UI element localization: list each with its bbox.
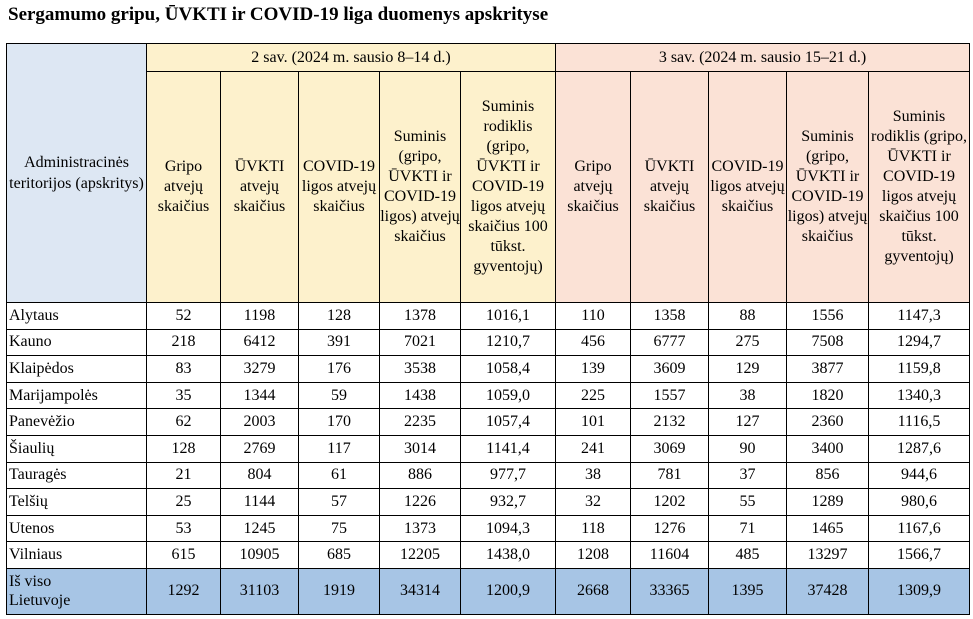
table-cell: 781	[631, 462, 709, 489]
county-name: Šiaulių	[7, 435, 147, 462]
table-cell: 944,6	[869, 462, 970, 489]
table-cell: 6412	[221, 329, 299, 356]
table-row	[7, 356, 970, 383]
table-cell: 170	[299, 409, 380, 436]
table-cell: 10905	[221, 542, 299, 569]
table-cell: 25	[147, 489, 221, 516]
table-cell: 1820	[787, 382, 869, 409]
table-cell: 57	[299, 489, 380, 516]
total-cell: 1919	[299, 568, 380, 614]
table-cell: 3538	[380, 356, 461, 383]
table-row	[7, 489, 970, 516]
county-name: Panevėžio	[7, 409, 147, 436]
table-cell: 1141,4	[461, 435, 556, 462]
table-cell: 128	[299, 303, 380, 330]
table-cell: 83	[147, 356, 221, 383]
table-cell: 1378	[380, 303, 461, 330]
admin-territory-header: Administracinės teritorijos (apskritys)	[7, 44, 147, 303]
county-name: Telšių	[7, 489, 147, 516]
table-cell: 1057,4	[461, 409, 556, 436]
table-row	[7, 303, 970, 330]
table-cell: 225	[556, 382, 631, 409]
col-header-urti: ŪVKTI atvejų skaičius	[631, 72, 709, 303]
table-cell: 117	[299, 435, 380, 462]
table-cell: 38	[709, 382, 787, 409]
table-cell: 128	[147, 435, 221, 462]
table-cell: 1016,1	[461, 303, 556, 330]
table-cell: 218	[147, 329, 221, 356]
table-cell: 1556	[787, 303, 869, 330]
table-cell: 3877	[787, 356, 869, 383]
table-row	[7, 409, 970, 436]
table-cell: 615	[147, 542, 221, 569]
table-cell: 1294,7	[869, 329, 970, 356]
total-cell: 1292	[147, 568, 221, 614]
table-cell: 7508	[787, 329, 869, 356]
county-name: Klaipėdos	[7, 356, 147, 383]
table-cell: 456	[556, 329, 631, 356]
table-cell: 886	[380, 462, 461, 489]
week2-header: 2 sav. (2024 m. sausio 8–14 d.)	[147, 44, 556, 72]
table-cell: 1566,7	[869, 542, 970, 569]
table-cell: 1438	[380, 382, 461, 409]
col-header-flu: Gripo atvejų skaičius	[147, 72, 221, 303]
col-header-total-cases: Suminis (gripo, ŪVKTI ir COVID-19 ligos) atvejų skaičius	[380, 72, 461, 303]
table-row	[7, 435, 970, 462]
table-row	[7, 462, 970, 489]
county-name: Tauragės	[7, 462, 147, 489]
col-header-total-cases: Suminis (gripo, ŪVKTI ir COVID-19 ligos) atvejų skaičius	[787, 72, 869, 303]
table-cell: 62	[147, 409, 221, 436]
table-cell: 127	[709, 409, 787, 436]
total-cell: 31103	[221, 568, 299, 614]
table-cell: 1465	[787, 515, 869, 542]
table-cell: 1358	[631, 303, 709, 330]
table-cell: 21	[147, 462, 221, 489]
table-cell: 88	[709, 303, 787, 330]
county-name: Vilniaus	[7, 542, 147, 569]
table-cell: 1245	[221, 515, 299, 542]
table-cell: 3609	[631, 356, 709, 383]
table-cell: 32	[556, 489, 631, 516]
table-cell: 1167,6	[869, 515, 970, 542]
table-cell: 685	[299, 542, 380, 569]
table-row	[7, 515, 970, 542]
table-row	[7, 542, 970, 569]
table-cell: 52	[147, 303, 221, 330]
table-cell: 1276	[631, 515, 709, 542]
table-cell: 1340,3	[869, 382, 970, 409]
total-cell: 34314	[380, 568, 461, 614]
total-cell: 1395	[709, 568, 787, 614]
col-header-rate: Suminis rodiklis (gripo, ŪVKTI ir COVID-19 ligos atvejų skaičius 100 tūkst. gyventojų)	[869, 72, 970, 303]
table-cell: 1116,5	[869, 409, 970, 436]
table-cell: 485	[709, 542, 787, 569]
table-cell: 1289	[787, 489, 869, 516]
table-cell: 1147,3	[869, 303, 970, 330]
table-cell: 37	[709, 462, 787, 489]
table-cell: 38	[556, 462, 631, 489]
col-header-rate: Suminis rodiklis (gripo, ŪVKTI ir COVID-19 ligos atvejų skaičius 100 tūkst. gyventojų)	[461, 72, 556, 303]
total-cell: 33365	[631, 568, 709, 614]
table-cell: 1344	[221, 382, 299, 409]
total-label-line1: Iš viso	[9, 573, 52, 591]
table-cell: 804	[221, 462, 299, 489]
table-row	[7, 329, 970, 356]
total-cell: 37428	[787, 568, 869, 614]
table-cell: 1202	[631, 489, 709, 516]
data-table	[6, 43, 970, 615]
county-name: Marijampolės	[7, 382, 147, 409]
table-cell: 2769	[221, 435, 299, 462]
table-cell: 176	[299, 356, 380, 383]
table-cell: 3014	[380, 435, 461, 462]
table-cell: 241	[556, 435, 631, 462]
col-header-urti: ŪVKTI atvejų skaičius	[221, 72, 299, 303]
table-cell: 1094,3	[461, 515, 556, 542]
table-cell: 1287,6	[869, 435, 970, 462]
county-name: Alytaus	[7, 303, 147, 330]
table-cell: 59	[299, 382, 380, 409]
table-cell: 3279	[221, 356, 299, 383]
table-cell: 1373	[380, 515, 461, 542]
total-label-line2: Lietuvoje	[9, 592, 71, 610]
col-header-covid: COVID-19 ligos atvejų skaičius	[299, 72, 380, 303]
total-cell: 1309,9	[869, 568, 970, 614]
table-cell: 3400	[787, 435, 869, 462]
county-name: Kauno	[7, 329, 147, 356]
table-cell: 1226	[380, 489, 461, 516]
table-cell: 61	[299, 462, 380, 489]
table-cell: 90	[709, 435, 787, 462]
table-cell: 35	[147, 382, 221, 409]
county-name: Utenos	[7, 515, 147, 542]
table-cell: 75	[299, 515, 380, 542]
table-cell: 2360	[787, 409, 869, 436]
table-cell: 53	[147, 515, 221, 542]
table-cell: 6777	[631, 329, 709, 356]
table-cell: 2003	[221, 409, 299, 436]
table-cell: 11604	[631, 542, 709, 569]
table-cell: 118	[556, 515, 631, 542]
table-cell: 139	[556, 356, 631, 383]
table-cell: 71	[709, 515, 787, 542]
col-header-covid: COVID-19 ligos atvejų skaičius	[709, 72, 787, 303]
table-cell: 932,7	[461, 489, 556, 516]
table-cell: 1144	[221, 489, 299, 516]
table-cell: 13297	[787, 542, 869, 569]
table-cell: 1159,8	[869, 356, 970, 383]
table-row	[7, 382, 970, 409]
table-cell: 1198	[221, 303, 299, 330]
table-cell: 12205	[380, 542, 461, 569]
table-cell: 55	[709, 489, 787, 516]
col-header-flu: Gripo atvejų skaičius	[556, 72, 631, 303]
table-cell: 129	[709, 356, 787, 383]
table-cell: 110	[556, 303, 631, 330]
table-cell: 275	[709, 329, 787, 356]
total-label	[7, 568, 147, 614]
table-cell: 1210,7	[461, 329, 556, 356]
page-title: Sergamumo gripu, ŪVKTI ir COVID-19 liga duomenys apskrityse	[8, 4, 549, 25]
total-cell: 1200,9	[461, 568, 556, 614]
table-cell: 977,7	[461, 462, 556, 489]
table-cell: 3069	[631, 435, 709, 462]
table-cell: 1058,4	[461, 356, 556, 383]
table-cell: 1557	[631, 382, 709, 409]
week3-header: 3 sav. (2024 m. sausio 15–21 d.)	[556, 44, 970, 72]
table-cell: 980,6	[869, 489, 970, 516]
table-cell: 856	[787, 462, 869, 489]
total-row	[7, 568, 970, 614]
total-cell: 2668	[556, 568, 631, 614]
table-cell: 2132	[631, 409, 709, 436]
table-cell: 391	[299, 329, 380, 356]
table-cell: 7021	[380, 329, 461, 356]
table-cell: 2235	[380, 409, 461, 436]
table-cell: 1438,0	[461, 542, 556, 569]
table-cell: 1208	[556, 542, 631, 569]
table-cell: 101	[556, 409, 631, 436]
table-cell: 1059,0	[461, 382, 556, 409]
